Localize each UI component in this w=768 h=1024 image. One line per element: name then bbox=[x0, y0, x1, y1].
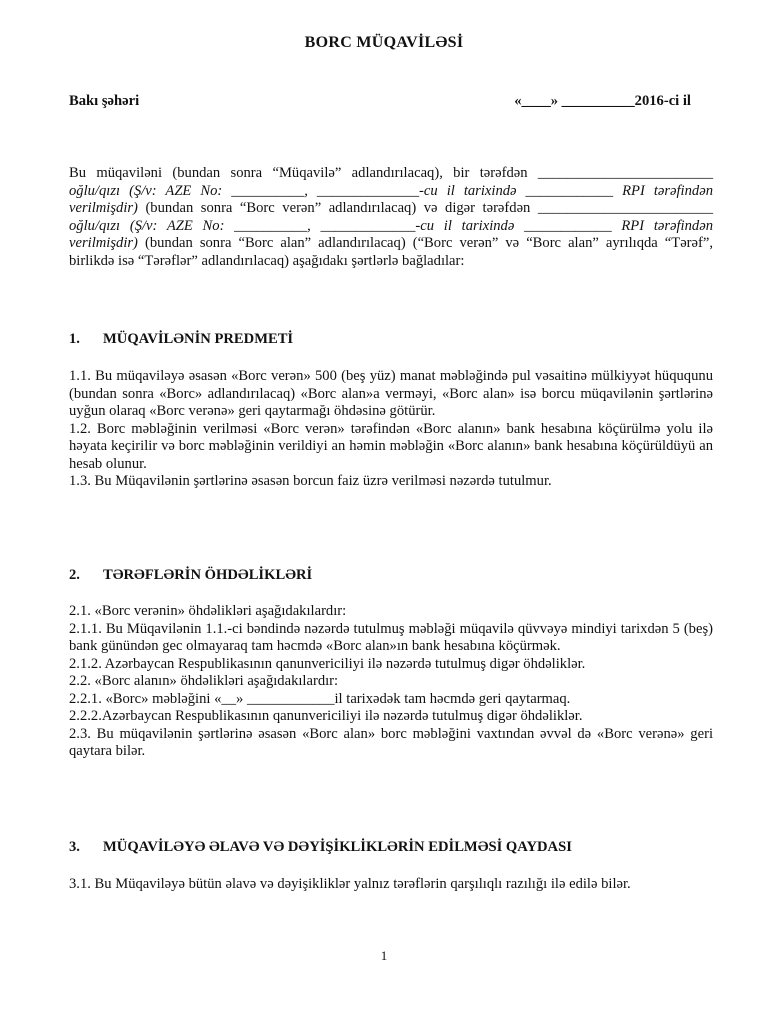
section-number: 1. bbox=[69, 331, 80, 347]
intro-text bbox=[69, 165, 713, 270]
clause-2-1: 2.1. «Borc verənin» öhdəlikləri aşağıdakılardır: bbox=[69, 603, 347, 619]
page-number: 1 bbox=[380, 948, 388, 963]
section-1-clauses bbox=[69, 368, 713, 491]
intro-italic-2: oğlu/qızı (Ş/v: AZE No: __________, _____________-cu il tarixində ____________ RPI tərəfindən verilmişdir) bbox=[69, 217, 713, 251]
clause-2-2-1: 2.2.1. «Borc» məbləğini «__» ____________il tarixədək tam həcmdə geri qaytarmaq. bbox=[69, 690, 571, 707]
clause-1-1: 1.1. Bu müqaviləyə əsasən «Borc verən» 500 (beş yüz) manat məbləğində pul vəsaitinə mülkiyyət hüququnu (bundan sonra «Borc» adlandırılacaq) «Borc alan»a verməyi, «Borc alan» isə borcu müqavilənin şərtlərinə uyğun olaraq «Borc verənə» geri qaytarmağı öhdəsinə götürür. bbox=[69, 368, 713, 419]
intro-paragraph bbox=[69, 165, 713, 270]
contract-date: «____» __________2016-ci il bbox=[514, 93, 691, 109]
document-title: BORC MÜQAVİLƏSİ bbox=[304, 34, 464, 51]
intro-part-3: (bundan sonra “Borc alan” adlandırılacaq) (“Borc verən” və “Borc alan” ayrılıqda “Tərəf”, birlikdə isə “Tərəflər” adlandırılacaq) aşağıdakı şərtlərlə bağladılar: bbox=[69, 235, 713, 269]
section-title: MÜQAVİLƏNİN PREDMETİ bbox=[103, 331, 294, 347]
clause-2-3: 2.3. Bu müqavilənin şərtlərinə əsasən «Borc alan» borc məbləğini vaxtından əvvəl də «Borc verənə» geri qaytara bilər. bbox=[69, 725, 713, 759]
section-3-heading bbox=[69, 839, 713, 857]
section-number: 3. bbox=[69, 839, 80, 855]
section-title: MÜQAVİLƏYƏ ƏLAVƏ VƏ DƏYİŞİKLİKLƏRİN EDİLMƏSİ QAYDASI bbox=[103, 839, 572, 855]
clause-1-2: 1.2. Borc məbləğinin verilməsi «Borc verən» tərəfindən «Borc alanın» bank hesabına köçürülmə yolu ilə həyata keçirilir və borc məbləğinin verildiyi an həmin məbləğin «Borc alanın» bank hesabına köçürüldüyü an hesab olunur. bbox=[69, 420, 713, 472]
clause-1-3: 1.3. Bu Müqavilənin şərtlərinə əsasən borcun faiz üzrə verilməsi nəzərdə tutulmur. bbox=[69, 473, 552, 489]
section-3-clauses bbox=[69, 876, 713, 894]
clause-3-1: 3.1. Bu Müqaviləyə bütün əlavə və dəyişikliklər yalnız tərəflərin qarşılıqlı razılığı ilə edilə bilər. bbox=[69, 876, 631, 892]
clause-2-1-1: 2.1.1. Bu Müqavilənin 1.1.-ci bəndində nəzərdə tutulmuş məbləği müqavilə qüvvəyə mindiyi tarixdən 5 (beş) bank günündən gec olmayaraq tam həcmdə «Borc alan»ın bank hesabına köçürmək. bbox=[69, 620, 713, 654]
clause-2-2-2: 2.2.2.Azərbaycan Respublikasının qanunvericiliyi ilə nəzərdə tutulmuş digər öhdəliklər. bbox=[69, 708, 583, 724]
section-number: 2. bbox=[69, 567, 80, 583]
section-2-heading bbox=[69, 567, 713, 585]
section-2-clauses bbox=[69, 603, 713, 761]
intro-italic-1: oğlu/qızı (Ş/v: AZE No: __________, ______________-cu il tarixində ____________ RPI tərəfindən verilmişdir) bbox=[69, 182, 713, 216]
intro-part-1: Bu müqavilənі (bundan sonra “Müqavilə” adlandırılacaq), bir tərəfdən ________________________ bbox=[69, 165, 713, 181]
section-1-heading bbox=[69, 331, 713, 349]
city: Bakı şəhəri bbox=[69, 93, 140, 109]
clause-2-1-2: 2.1.2. Azərbaycan Respublikasının qanunvericiliyi ilə nəzərdə tutulmuş digər öhdəliklər. bbox=[69, 655, 586, 672]
clause-2-2: 2.2. «Borc alanın» öhdəlikləri aşağıdakılardır: bbox=[69, 673, 339, 689]
section-title: TƏRƏFLƏRİN ÖHDƏLİKLƏRİ bbox=[103, 567, 313, 583]
intro-part-2: (bundan sonra “Borc verən” adlandırılacaq) və digər tərəfdən ________________________ bbox=[137, 200, 713, 216]
